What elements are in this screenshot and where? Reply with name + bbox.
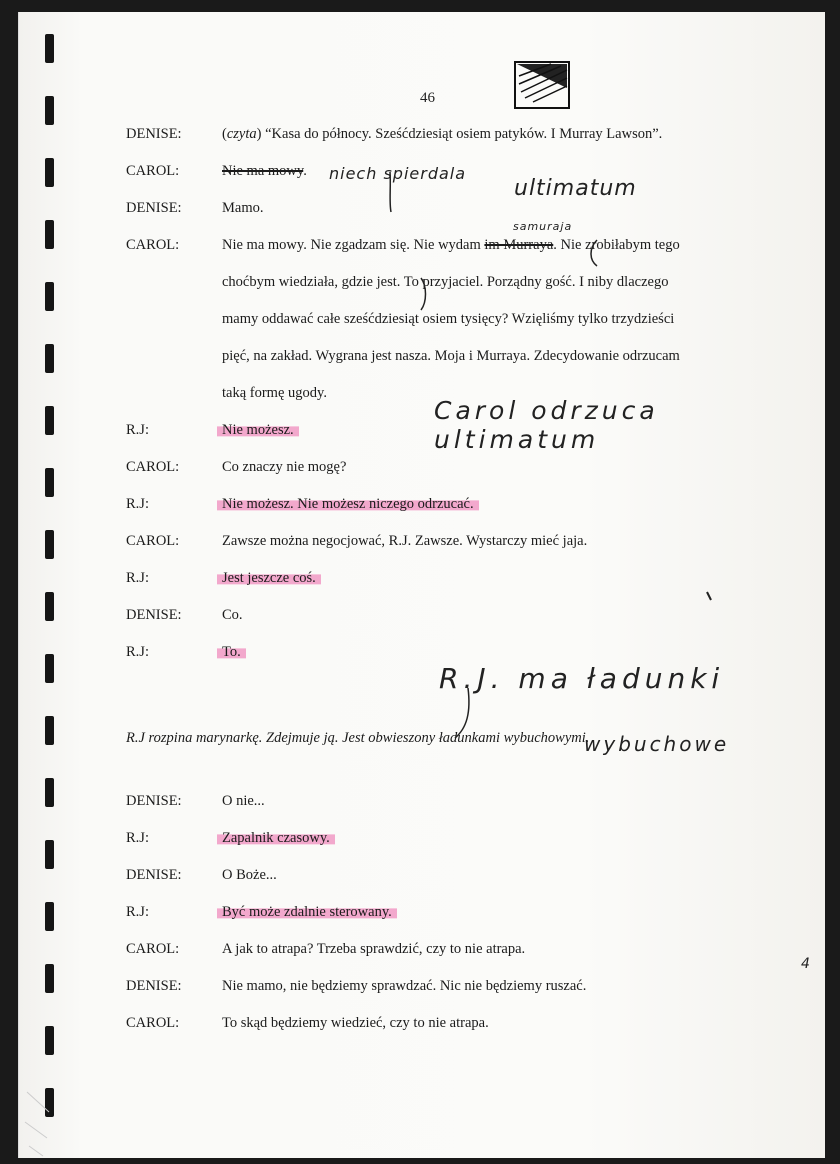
handwritten-note: R.J. ma ładunki	[439, 662, 725, 695]
speaker-label: CAROL:	[126, 1015, 180, 1031]
dialogue-line: choćbym wiedziała, gdzie jest. To przyjaciel. Porządny gość. I niby dlaczego	[222, 274, 669, 290]
page-number: 46	[420, 90, 435, 106]
pen-marks	[19, 12, 825, 1158]
speaker-label: CAROL:	[126, 459, 180, 475]
handwritten-note: ultimatum	[514, 176, 637, 201]
highlight: Nie możesz.	[217, 422, 299, 438]
speaker-label: R.J:	[126, 570, 149, 586]
dialogue-line: Zawsze można negocjować, R.J. Zawsze. Wystarczy mieć jaja.	[222, 533, 588, 549]
dialogue-line: Mamo.	[222, 200, 264, 216]
highlight: Nie możesz. Nie możesz niczego odrzucać.	[217, 496, 479, 512]
handwritten-note: 4	[801, 956, 811, 972]
speaker-label: CAROL:	[126, 533, 180, 549]
dialogue-line: (czyta) “Kasa do północy. Sześćdziesiąt osiem patyków. I Murray Lawson”.	[222, 126, 663, 142]
highlight: Jest jeszcze coś.	[217, 570, 321, 586]
dialogue-line: Nie ma mowy.	[222, 163, 307, 179]
speaker-label: R.J:	[126, 422, 149, 438]
dialogue-line: pięć, na zakład. Wygrana jest nasza. Moja i Murraya. Zdecydowanie odrzucam	[222, 348, 680, 364]
dialogue-line: O Boże...	[222, 867, 277, 883]
pen-stroke	[390, 172, 391, 212]
speaker-label: DENISE:	[126, 978, 182, 994]
speaker-label: R.J:	[126, 496, 149, 512]
speaker-label: CAROL:	[126, 941, 180, 957]
dialogue-line: taką formę ugody.	[222, 385, 327, 401]
speaker-label: CAROL:	[126, 237, 180, 253]
speaker-label: DENISE:	[126, 200, 182, 216]
speaker-label: CAROL:	[126, 163, 180, 179]
handwritten-note: wybuchowe	[584, 732, 730, 756]
highlight: Zapalnik czasowy.	[217, 830, 335, 846]
speaker-label: DENISE:	[126, 126, 182, 142]
speaker-label: R.J:	[126, 644, 149, 660]
dialogue-line: Co.	[222, 607, 243, 623]
speaker-label: DENISE:	[126, 607, 182, 623]
speaker-label: DENISE:	[126, 867, 182, 883]
pen-bracket	[421, 278, 426, 310]
dialogue-line: mamy oddawać całe sześćdziesiąt osiem tysięcy? Wzięliśmy tylko trzydzieści	[222, 311, 675, 327]
speaker-label: R.J:	[126, 830, 149, 846]
handwritten-note: niech spierdala	[329, 164, 467, 183]
dialogue-line: A jak to atrapa? Trzeba sprawdzić, czy to nie atrapa.	[222, 941, 526, 957]
pen-stroke	[455, 688, 469, 738]
speaker-label: R.J:	[126, 904, 149, 920]
pen-bracket	[591, 240, 597, 266]
dialogue-line: Nie mamo, nie będziemy sprawdzać. Nic nie będziemy ruszać.	[222, 978, 587, 994]
handwritten-note: Carol odrzuca ultimatum	[434, 396, 659, 454]
highlight: Być może zdalnie sterowany.	[217, 904, 397, 920]
paper-tear	[25, 1092, 49, 1156]
stage-direction: R.J rozpina marynarkę. Zdejmuje ją. Jest obwieszony ładunkami wybuchowymi.	[126, 730, 590, 746]
dialogue-line: To skąd będziemy wiedzieć, czy to nie atrapa.	[222, 1015, 489, 1031]
pen-tick	[707, 592, 711, 600]
handwritten-note: samuraja	[513, 220, 573, 233]
dialogue-line: Nie ma mowy. Nie zgadzam się. Nie wydam im Murraya. Nie zrobiłabym tego	[222, 237, 680, 253]
dialogue-line: Co znaczy nie mogę?	[222, 459, 347, 475]
script-page	[18, 12, 825, 1158]
speaker-label: DENISE:	[126, 793, 182, 809]
dialogue-line: O nie...	[222, 793, 265, 809]
highlight: To.	[217, 644, 246, 660]
